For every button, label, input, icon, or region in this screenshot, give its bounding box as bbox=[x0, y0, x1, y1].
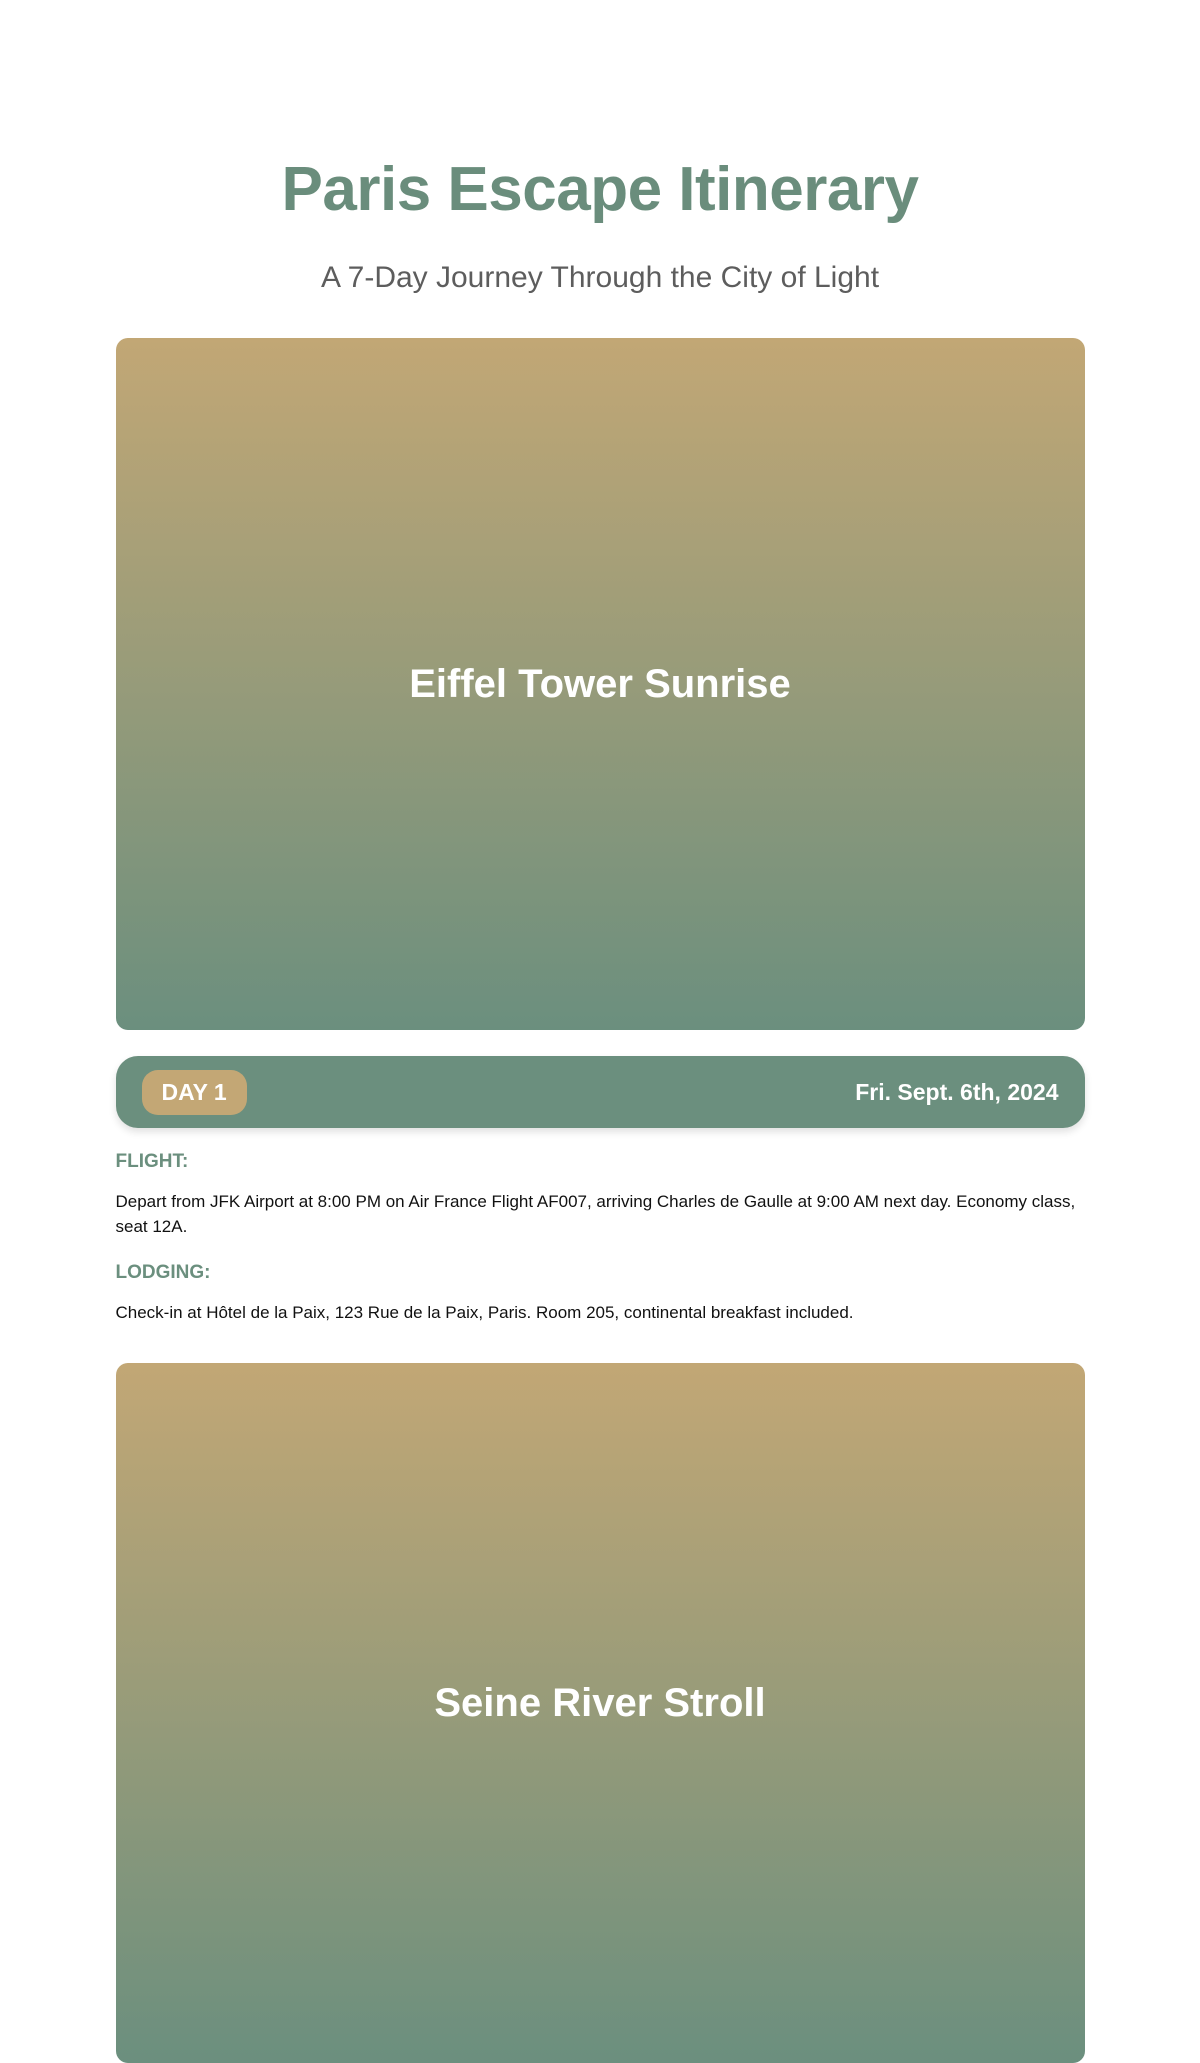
lodging-label: LODGING: bbox=[115, 1262, 211, 1283]
page-subtitle: A 7-Day Journey Through the City of Light bbox=[320, 261, 880, 294]
day-1-details bbox=[116, 1150, 1085, 1325]
day-date: Fri. Sept. 6th, 2024 bbox=[855, 1078, 1059, 1105]
lodging-details: Check-in at Hôtel de la Paix, 123 Rue de la Paix, Paris. Room 205, continental breakfast included. bbox=[115, 1303, 854, 1322]
flight-details: Depart from JFK Airport at 8:00 PM on Air France Flight AF007, arriving Charles de Gaulle at 9:00 AM next day. Economy class, seat 12A. bbox=[115, 1192, 1076, 1236]
day-2-hero-image bbox=[116, 1363, 1085, 2063]
hero-label: Seine River Stroll bbox=[434, 1680, 766, 1725]
itinerary-page bbox=[116, 0, 1085, 2063]
flight-label: FLIGHT: bbox=[115, 1151, 189, 1172]
day-badge: DAY 1 bbox=[142, 1070, 247, 1115]
day-1-header bbox=[116, 1056, 1085, 1128]
hero-label: Eiffel Tower Sunrise bbox=[409, 661, 791, 706]
day-1-hero-image bbox=[116, 338, 1085, 1030]
page-title: Paris Escape Itinerary bbox=[281, 155, 919, 224]
